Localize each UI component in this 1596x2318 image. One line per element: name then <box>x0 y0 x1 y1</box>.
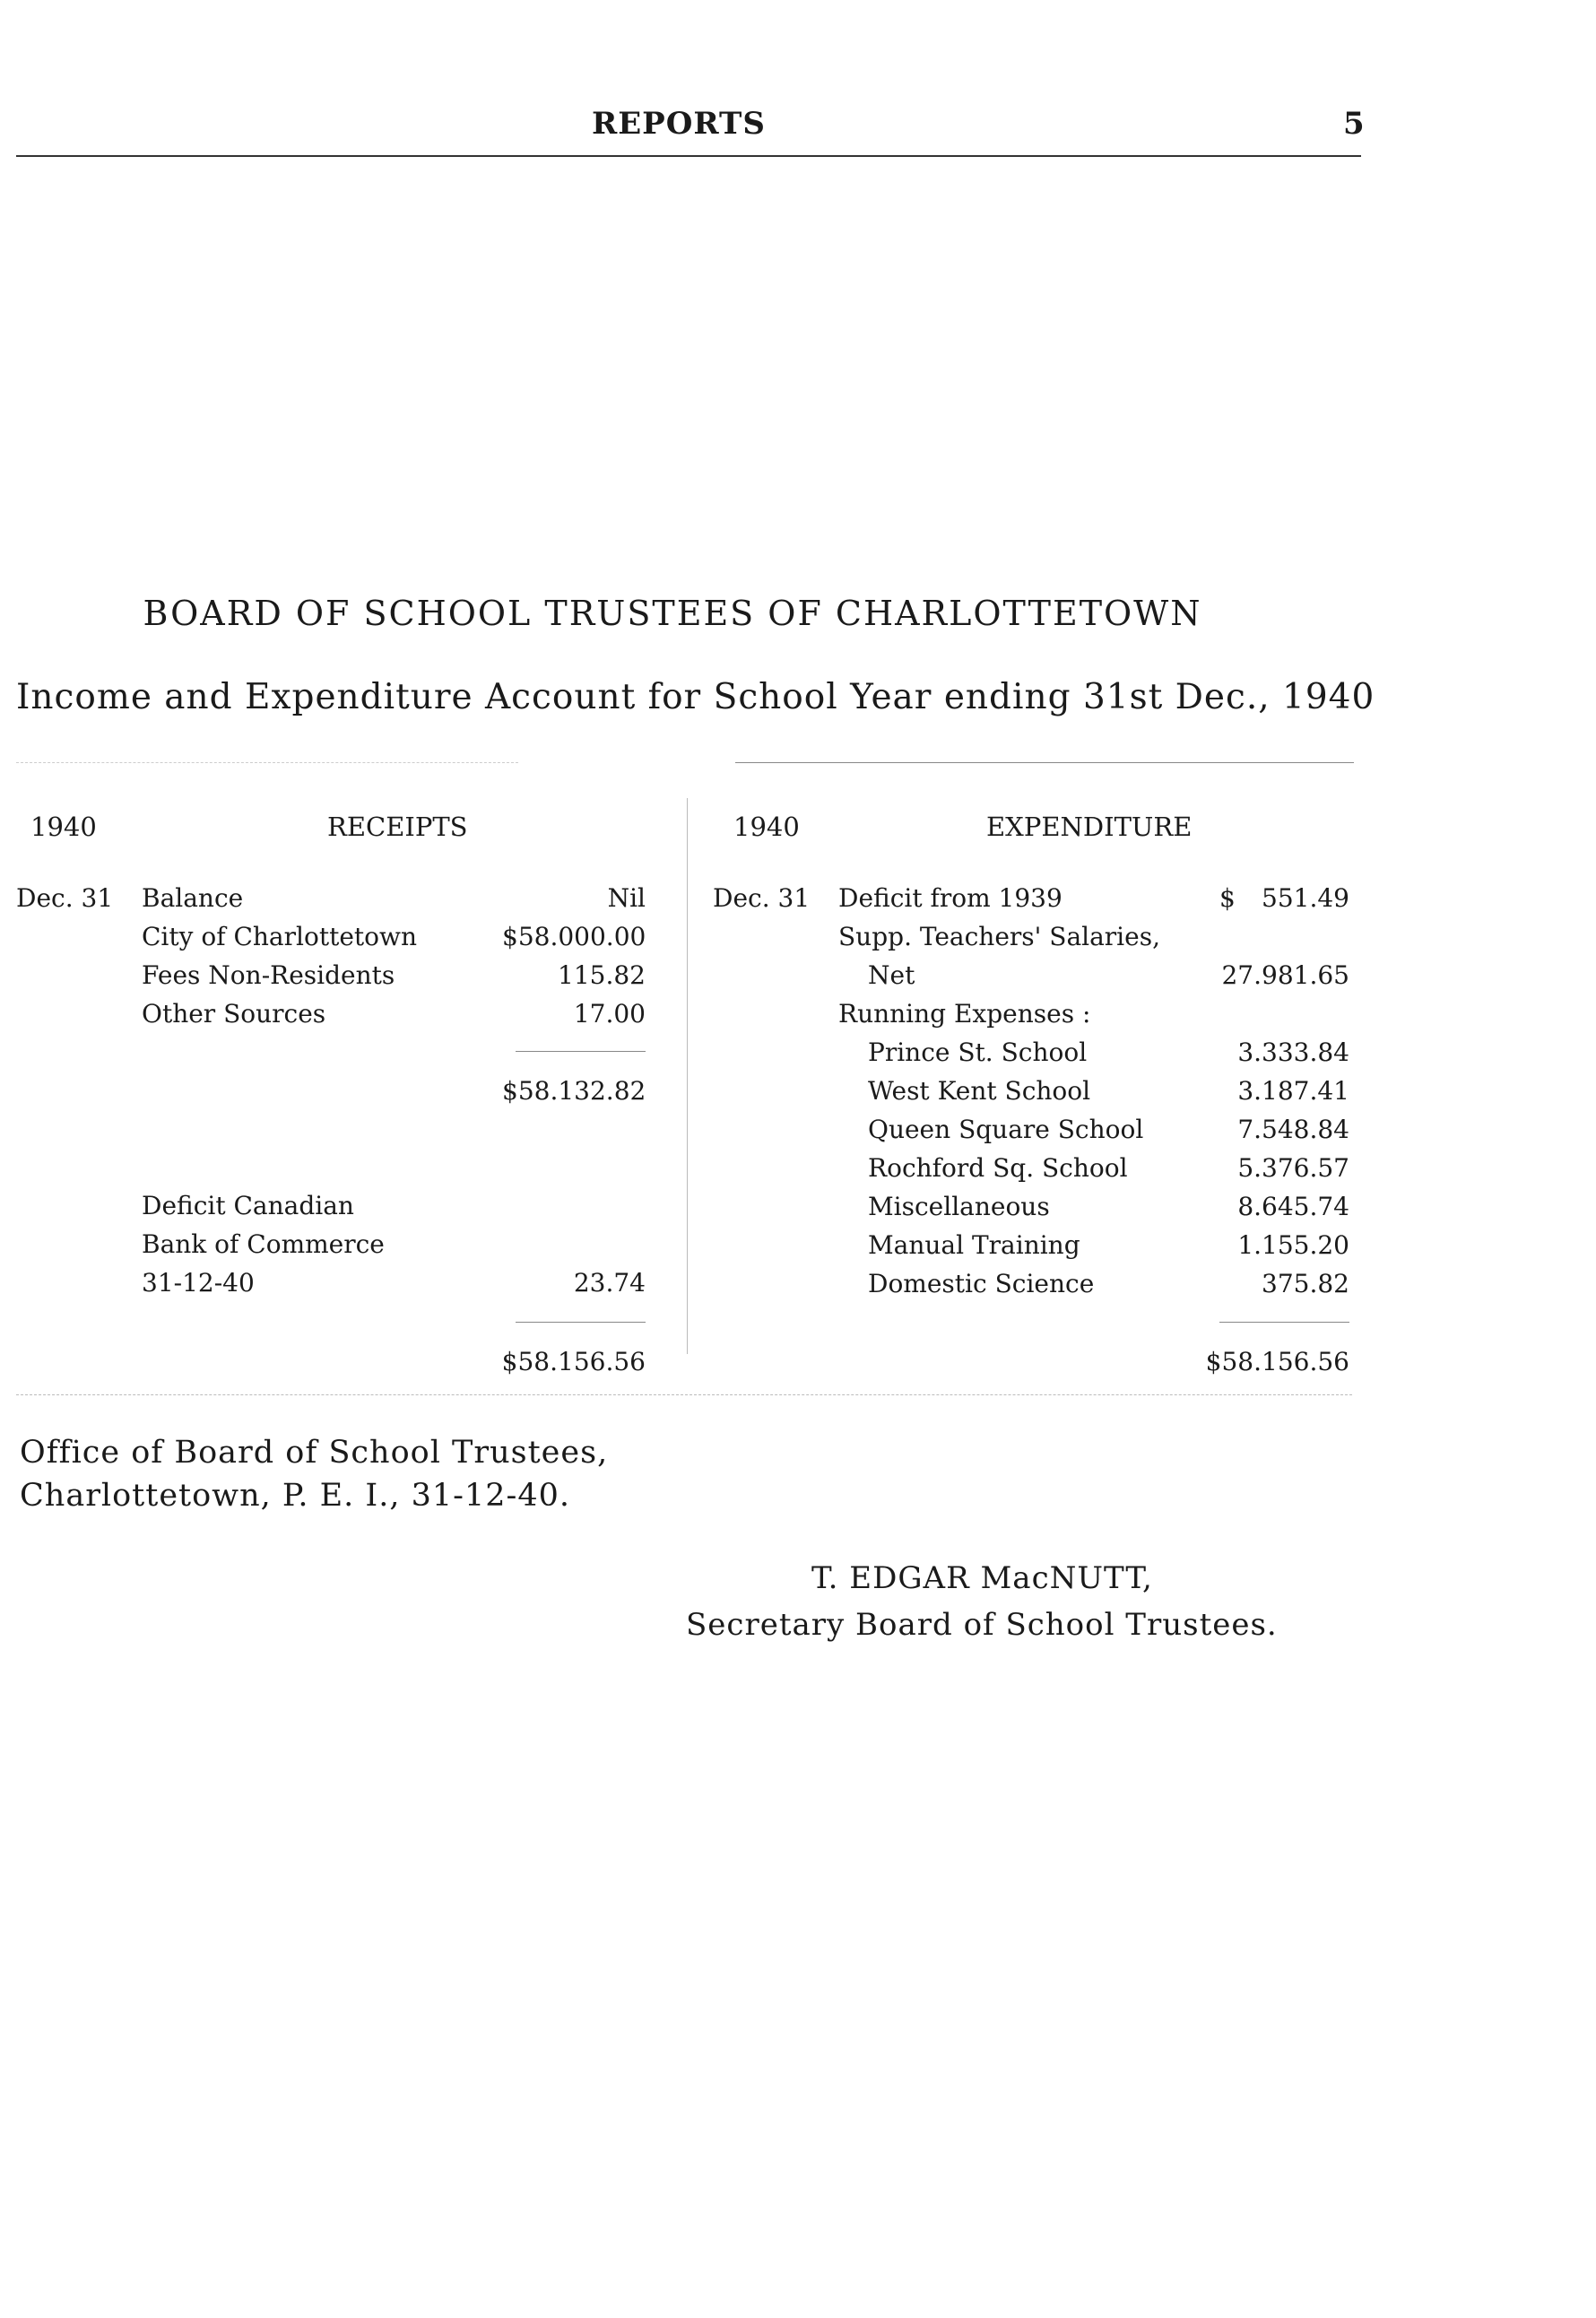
receipts-heading: RECEIPTS <box>327 812 468 842</box>
expenditure-label: Rochford Sq. School <box>868 1153 1128 1183</box>
receipts-subtotal-rule <box>516 1051 646 1052</box>
table-top-rule-left <box>16 762 518 763</box>
expenditure-label: West Kent School <box>868 1076 1091 1106</box>
expenditure-amount: 3.187.41 <box>1237 1076 1349 1106</box>
page-number: 5 <box>1343 106 1365 142</box>
office-line: Charlottetown, P. E. I., 31-12-40. <box>20 1478 571 1514</box>
header-rule <box>16 155 1361 157</box>
expenditure-label: Prince St. School <box>868 1037 1088 1067</box>
deficit-line: Bank of Commerce <box>142 1229 385 1259</box>
expenditure-amount: 8.645.74 <box>1237 1192 1349 1221</box>
column-divider <box>687 798 688 1354</box>
expenditure-total: $58.156.56 <box>1205 1347 1349 1376</box>
deficit-line: 31-12-40 <box>142 1268 255 1298</box>
expenditure-heading: EXPENDITURE <box>986 812 1193 842</box>
expenditure-label: Deficit from 1939 <box>838 883 1063 913</box>
expenditure-label: Running Expenses : <box>838 999 1091 1029</box>
expenditure-amount: 375.82 <box>1262 1269 1349 1298</box>
board-title: BOARD OF SCHOOL TRUSTEES OF CHARLOTTETOWN <box>143 594 1202 633</box>
running-head: REPORTS <box>592 106 766 142</box>
expenditure-amount: 551.49 <box>1262 883 1349 913</box>
expenditure-label: Supp. Teachers' Salaries, <box>838 922 1160 951</box>
office-line: Office of Board of School Trustees, <box>20 1435 609 1471</box>
table-bottom-rule <box>16 1394 1352 1395</box>
signature-title: Secretary Board of School Trustees. <box>686 1607 1278 1643</box>
receipt-label: Other Sources <box>142 999 326 1029</box>
expenditure-total-rule <box>1219 1322 1349 1323</box>
expenditure-amount: 27.981.65 <box>1221 960 1349 990</box>
expenditure-label: Queen Square School <box>868 1115 1144 1144</box>
deficit-amount: 23.74 <box>573 1268 646 1298</box>
receipt-amount: $58.000.00 <box>502 922 646 951</box>
expenditure-label: Net <box>868 960 915 990</box>
expenditure-label: Manual Training <box>868 1230 1080 1260</box>
receipts-year: 1940 <box>30 812 97 842</box>
expenditure-year: 1940 <box>733 812 800 842</box>
table-top-rule-right <box>735 762 1354 763</box>
expenditure-amount: 3.333.84 <box>1237 1037 1349 1067</box>
expenditure-label: Miscellaneous <box>868 1192 1050 1221</box>
receipt-amount: 115.82 <box>558 960 646 990</box>
receipts-total: $58.156.56 <box>501 1347 646 1376</box>
receipt-amount: Nil <box>607 883 646 913</box>
expenditure-amount: 5.376.57 <box>1237 1153 1349 1183</box>
receipt-label: Balance <box>142 883 244 913</box>
receipt-label: Fees Non-Residents <box>142 960 395 990</box>
expenditure-currency: $ <box>1219 883 1236 913</box>
receipts-total-rule <box>516 1322 646 1323</box>
expenditure-amount: 7.548.84 <box>1237 1115 1349 1144</box>
account-title: Income and Expenditure Account for School Year ending 31st Dec., 1940 <box>16 677 1375 717</box>
deficit-line: Deficit Canadian <box>142 1191 354 1220</box>
receipts-date: Dec. 31 <box>16 883 114 913</box>
expenditure-amount: 1.155.20 <box>1237 1230 1349 1260</box>
signature-name: T. EDGAR MacNUTT, <box>811 1560 1153 1596</box>
expenditure-label: Domestic Science <box>868 1269 1095 1298</box>
receipt-label: City of Charlottetown <box>142 922 418 951</box>
receipt-amount: 17.00 <box>573 999 646 1029</box>
receipts-subtotal: $58.132.82 <box>502 1076 646 1106</box>
expenditure-date: Dec. 31 <box>713 883 811 913</box>
